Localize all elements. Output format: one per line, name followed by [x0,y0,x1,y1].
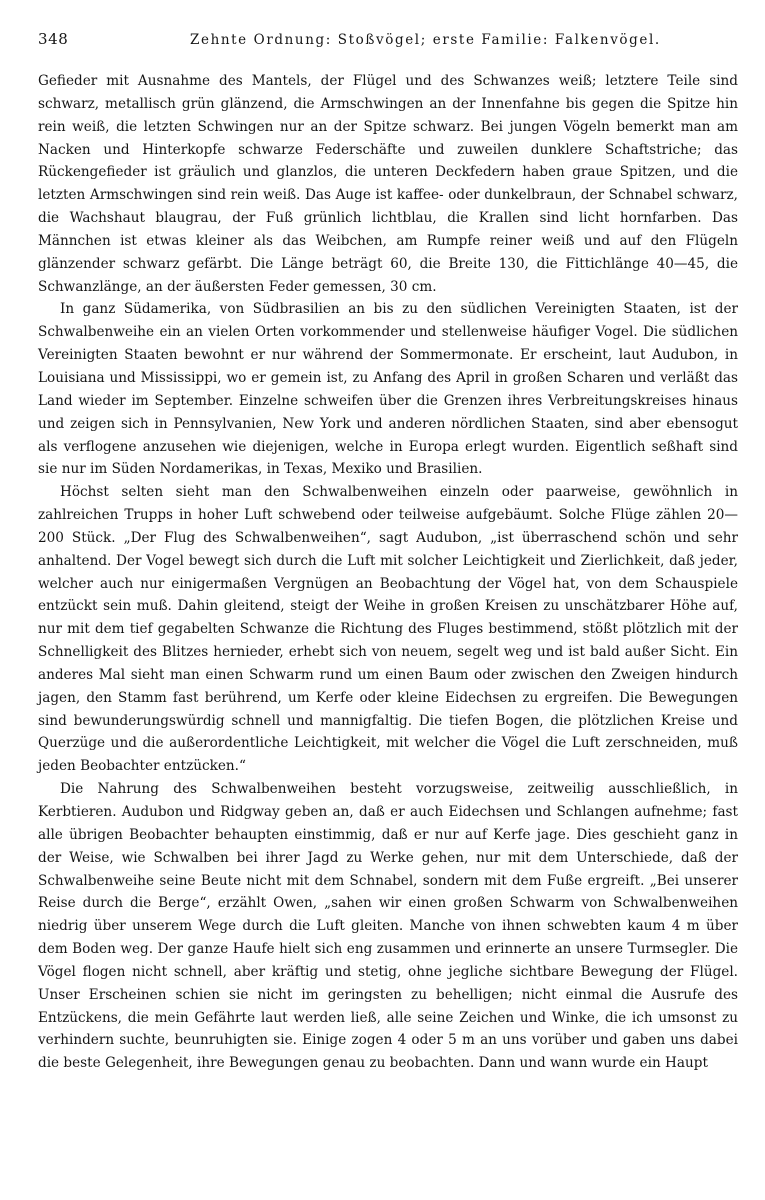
running-head-title: Zehnte Ordnung: Stoßvögel; erste Familie: Falkenvögel. [190,32,661,48]
paragraph-flight: Höchst selten sieht man den Schwalbenweihen einzeln oder paarweise, gewöhnlich in zahlreichen Trupps in hoher Luft schwebend oder teilweise aufgebäumt. Solche Flüge zählen 20—200 Stück. „Der Flug des Schwalbenweihen“, sagt Audubon, „ist überraschend schön und sehr anhaltend. Der Vogel bewegt sich durch die Luft mit solcher Leichtigkeit und Zierlichkeit, daß jeder, welcher auch nur einigermaßen Vergnügen an Beobachtung der Vögel hat, von dem Schauspiele entzückt sein muß. Dahin gleitend, steigt der Weihe in großen Kreisen zu unschätzbarer Höhe auf, nur mit dem tief gegabelten Schwanze die Richtung des Fluges bestimmend, stößt plötzlich mit der Schnelligkeit des Blitzes hernieder, erhebt sich von neuem, segelt weg und ist bald außer Sicht. Ein anderes Mal sieht man einen Schwarm rund um einen Baum oder zwischen den Zweigen hindurch jagen, den Stamm fast berührend, um Kerfe oder kleine Eidechsen zu ergreifen. Die Bewegungen sind bewunderungswürdig schnell und mannigfaltig. Die tiefen Bogen, die plötzlichen Kreise und Querzüge und die außerordentliche Leichtigkeit, mit welcher die Vögel die Luft zerschneiden, muß jeden Beobachter entzücken.“ [38,484,738,775]
paragraph-plumage: Gefieder mit Ausnahme des Mantels, der Flügel und des Schwanzes weiß; letztere Teile sind schwarz, metallisch grün glänzend, die Armschwingen an der Innenfahne bis gegen die Spitze hin rein weiß, die letzten Schwingen nur an der Spitze schwarz. Bei jungen Vögeln bemerkt man am Nacken und Hinterkopfe schwarze Federschäfte und zuweilen dunklere Schaftstriche; das Rückengefieder ist gräulich und glanzlos, die unteren Deckfedern haben graue Spitzen, und die letzten Armschwingen sind rein weiß. Das Auge ist kaffee- oder dunkelbraun, der Schnabel schwarz, die Wachshaut blaugrau, der Fuß grünlich lichtblau, die Krallen sind licht hornfarben. Das Männchen ist etwas kleiner als das Weibchen, am Rumpfe reiner weiß und auf den Flügeln glänzender schwarz gefärbt. Die Länge beträgt 60, die Breite 130, die Fittichlänge 40—45, die Schwanzlänge, an der äußersten Feder gemessen, 30 cm. [38,73,738,295]
paragraph-distribution: In ganz Südamerika, von Südbrasilien an bis zu den südlichen Vereinigten Staaten, ist der Schwalbenweihe ein an vielen Orten vorkommender und stellenweise häufiger Vogel. Die südlichen Vereinigten Staaten bewohnt er nur während der Sommermonate. Er erscheint, laut Audubon, in Louisiana und Mississippi, wo er gemein ist, zu Anfang des April in großen Scharen und verläßt das Land wieder im September. Einzelne schweifen über die Grenzen ihres Verbreitungskreises hinaus und zeigen sich in Pennsylvanien, New York und anderen nördlichen Staaten, sind aber ebensogut als verflogene anzusehen wie diejenigen, welche in Europa erlegt wurden. Eigentlich seßhaft sind sie nur im Süden Nordamerikas, in Texas, Mexiko und Brasilien. [38,301,738,478]
running-head [38,30,738,58]
book-page [38,30,738,1180]
page-body-text [38,70,738,1075]
paragraph-food: Die Nahrung des Schwalbenweihen besteht vorzugsweise, zeitweilig ausschließlich, in Kerbtieren. Audubon und Ridgway geben an, daß er auch Eidechsen und Schlangen aufnehme; fast alle übrigen Beobachter behaupten einstimmig, daß er nur auf Kerfe jage. Dies geschieht ganz in der Weise, wie Schwalben bei ihrer Jagd zu Werke gehen, nur mit dem Unterschiede, daß der Schwalbenweihe seine Beute nicht mit dem Schnabel, sondern mit dem Fuße ergreift. „Bei unserer Reise durch die Berge“, erzählt Owen, „sahen wir einen großen Schwarm von Schwalbenweihen niedrig über unserem Wege durch die Luft gleiten. Manche von ihnen schwebten kaum 4 m über dem Boden weg. Der ganze Haufe hielt sich eng zusammen und erinnerte an unsere Turmsegler. Die Vögel flogen nicht schnell, aber kräftig und stetig, ohne jegliche sichtbare Bewegung der Flügel. Unser Erscheinen schien sie nicht im geringsten zu behelligen; nicht einmal die Ausrufe des Entzückens, die mein Gefährte laut werden ließ, alle seine Zeichen und Winke, die ich umsonst zu verhindern suchte, beunruhigten sie. Einige zogen 4 oder 5 m an uns vorüber und gaben uns dabei die beste Gelegenheit, ihre Bewegungen genau zu beobachten. Dann und wann wurde ein Haupt [38,781,738,1072]
page-number: 348 [38,30,69,48]
